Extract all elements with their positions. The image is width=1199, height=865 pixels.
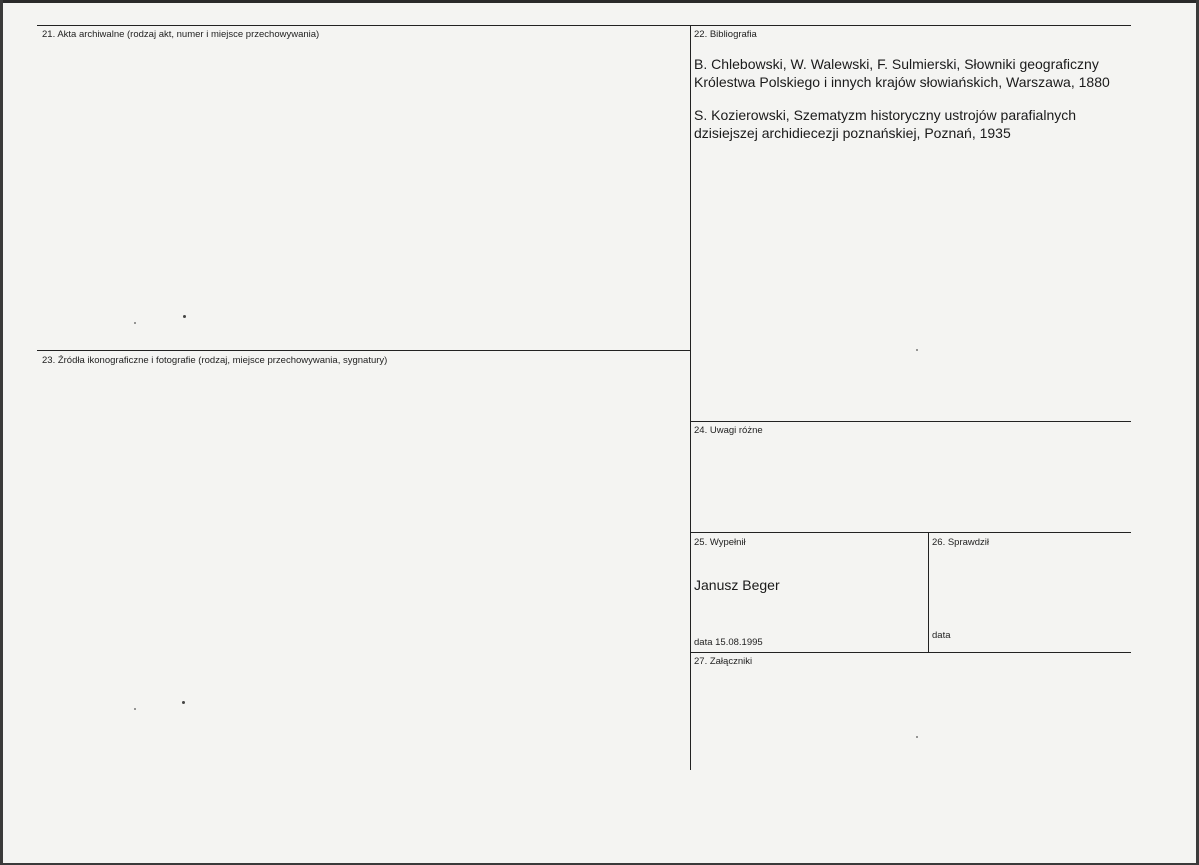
checked-by-label: 26. Sprawdził — [932, 537, 990, 548]
scan-speck — [183, 315, 186, 318]
archival-records-label: 21. Akta archiwalne (rodzaj akt, numer i miejsce przechowywania) — [42, 29, 320, 40]
signature-divider — [690, 532, 1131, 533]
page-edge-top — [0, 0, 1199, 3]
bibliography-label: 22. Bibliografia — [694, 29, 757, 40]
center-divider — [690, 25, 691, 770]
scan-speck — [916, 736, 918, 738]
signature-split — [928, 532, 929, 653]
scan-speck — [916, 349, 918, 351]
attachments-label: 27. Załączniki — [694, 656, 753, 667]
attachments-divider — [690, 652, 1131, 653]
page-edge-left — [0, 0, 3, 865]
checked-by-date: data — [932, 630, 951, 641]
filled-by-date: data 15.08.1995 — [694, 637, 763, 648]
scan-speck — [182, 701, 185, 704]
bibliography-entry-1-line-1: B. Chlebowski, W. Walewski, F. Sulmierski, Słowniki geograficzny — [694, 56, 1099, 72]
remarks-label: 24. Uwagi różne — [694, 425, 763, 436]
iconographic-sources-label: 23. Źródła ikonograficzne i fotografie (rodzaj, miejsce przechowywania, sygnatury) — [42, 355, 388, 366]
filled-by-label: 25. Wypełnił — [694, 537, 746, 548]
bibliography-entry-1-line-2: Królestwa Polskiego i innych krajów słowiańskich, Warszawa, 1880 — [694, 74, 1110, 90]
scan-speck — [134, 708, 136, 710]
bibliography-entry-2-line-1: S. Kozierowski, Szematyzm historyczny ustrojów parafialnych — [694, 107, 1077, 123]
filled-by-name: Janusz Beger — [694, 577, 780, 593]
left-section-divider — [37, 350, 691, 351]
remarks-divider — [690, 421, 1131, 422]
top-rule — [37, 25, 1131, 26]
bibliography-entry-2-line-2: dzisiejszej archidiecezji poznańskiej, Poznań, 1935 — [694, 125, 1011, 141]
scan-speck — [134, 322, 136, 324]
